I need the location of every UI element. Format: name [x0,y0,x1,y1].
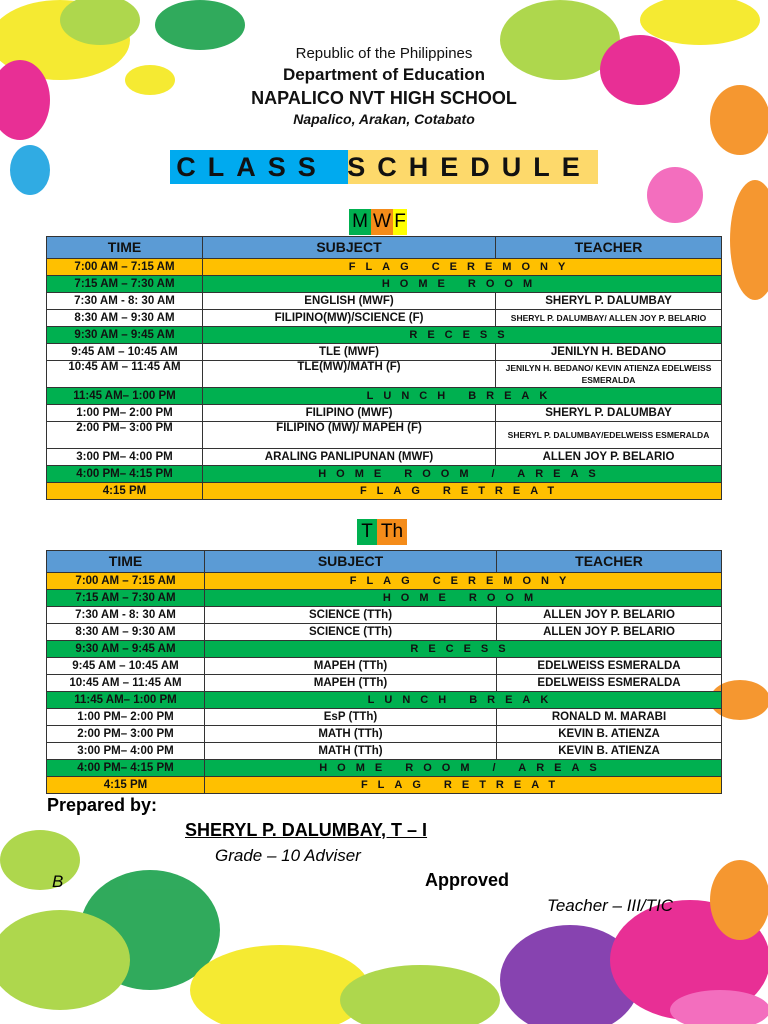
table-row [47,743,722,760]
subject-cell: MATH (TTh) [205,743,497,760]
subject-cell: RECESS [205,641,722,658]
table-row [47,777,722,794]
teacher-cell: KEVIN B. ATIENZA [497,743,722,760]
subject-cell: FLAG RETREAT [205,777,722,794]
teacher-cell: ALLEN JOY P. BELARIO [496,449,722,466]
footer-b-text: B [52,872,64,891]
time-cell: 9:45 AM – 10:45 AM [47,658,205,675]
preparer-position: Grade – 10 Adviser [215,846,361,865]
table-row [47,483,722,500]
subject-cell: MAPEH (TTh) [205,675,497,692]
column-header-time: TIME [47,551,205,573]
subject-cell: FILIPINO (MWF) [203,405,496,422]
day-t: T [357,519,377,545]
table-row [47,293,722,310]
table-row [47,388,722,405]
table-row [47,760,722,777]
table-row [47,449,722,466]
day-w: W [371,209,393,235]
school-name: NAPALICO NVT HIGH SCHOOL [251,88,517,108]
mwf-day-label [349,209,407,235]
subject-cell: HOME ROOM [205,590,722,607]
column-header-teacher: TEACHER [496,237,722,259]
column-header-subject: SUBJECT [203,237,496,259]
subject-cell: HOME ROOM / AREAS [203,466,722,483]
table-row [47,327,722,344]
table-row [47,675,722,692]
tth-day-label [357,519,407,545]
time-cell: 8:30 AM – 9:30 AM [47,624,205,641]
table-row [47,692,722,709]
table-row [47,310,722,327]
subject-cell: LUNCH BREAK [203,388,722,405]
table-row [47,573,722,590]
time-cell: 9:45 AM – 10:45 AM [47,344,203,361]
time-cell: 11:45 AM– 1:00 PM [47,388,203,405]
subject-cell: FILIPINO(MW)/SCIENCE (F) [203,310,496,327]
teacher-cell: EDELWEISS ESMERALDA [497,658,722,675]
subject-cell: LUNCH BREAK [205,692,722,709]
teacher-cell: SHERYL P. DALUMBAY/EDELWEISS ESMERALDA [496,422,722,449]
subject-cell: FILIPINO (MW)/ MAPEH (F) [203,422,496,449]
time-cell: 3:00 PM– 4:00 PM [47,449,203,466]
table-row [47,259,722,276]
subject-cell: RECESS [203,327,722,344]
republic-text: Republic of the Philippines [295,45,473,62]
teacher-cell: SHERYL P. DALUMBAY/ ALLEN JOY P. BELARIO [496,310,722,327]
prepared-by-label: Prepared by: [47,795,158,815]
day-m: M [349,209,371,235]
time-cell: 3:00 PM– 4:00 PM [47,743,205,760]
time-cell: 9:30 AM – 9:45 AM [47,327,203,344]
page-title [170,150,598,184]
page-title-text: CLASS SCHEDULE [176,152,592,182]
tth-schedule-table [46,550,722,794]
table-row [47,658,722,675]
subject-cell: ARALING PANLIPUNAN (MWF) [203,449,496,466]
school-address: Napalico, Arakan, Cotabato [293,111,475,127]
subject-cell: ENGLISH (MWF) [203,293,496,310]
time-cell: 7:00 AM – 7:15 AM [47,573,205,590]
time-cell: 4:15 PM [47,777,205,794]
teacher-cell: EDELWEISS ESMERALDA [497,675,722,692]
time-cell: 7:00 AM – 7:15 AM [47,259,203,276]
day-th: Th [377,519,407,545]
subject-cell: HOME ROOM / AREAS [205,760,722,777]
table-row [47,422,722,449]
subject-cell: FLAG CEREMONY [203,259,722,276]
time-cell: 10:45 AM – 11:45 AM [47,675,205,692]
time-cell: 4:15 PM [47,483,203,500]
time-cell: 2:00 PM– 3:00 PM [47,726,205,743]
column-header-time: TIME [47,237,203,259]
table-row [47,624,722,641]
teacher-cell: ALLEN JOY P. BELARIO [497,607,722,624]
time-cell: 10:45 AM – 11:45 AM [47,361,203,388]
time-cell: 9:30 AM – 9:45 AM [47,641,205,658]
table-row [47,641,722,658]
time-cell: 7:30 AM - 8: 30 AM [47,293,203,310]
table-row [47,361,722,388]
time-cell: 7:15 AM – 7:30 AM [47,590,205,607]
approver-position: Teacher – III/TIC [547,896,673,915]
table-row [47,405,722,422]
teacher-cell: KEVIN B. ATIENZA [497,726,722,743]
table-row [47,466,722,483]
subject-cell: FLAG RETREAT [203,483,722,500]
teacher-cell: SHERYL P. DALUMBAY [496,293,722,310]
time-cell: 1:00 PM– 2:00 PM [47,709,205,726]
day-f: F [393,209,407,235]
table-row [47,344,722,361]
table-row [47,726,722,743]
subject-cell: TLE(MW)/MATH (F) [203,361,496,388]
teacher-cell: RONALD M. MARABI [497,709,722,726]
time-cell: 7:30 AM - 8: 30 AM [47,607,205,624]
time-cell: 11:45 AM– 1:00 PM [47,692,205,709]
subject-cell: MAPEH (TTh) [205,658,497,675]
time-cell: 8:30 AM – 9:30 AM [47,310,203,327]
subject-cell: EsP (TTh) [205,709,497,726]
time-cell: 4:00 PM– 4:15 PM [47,760,205,777]
preparer-name: SHERYL P. DALUMBAY, T – I [185,820,428,840]
table-row [47,607,722,624]
teacher-cell: ALLEN JOY P. BELARIO [497,624,722,641]
subject-cell: SCIENCE (TTh) [205,607,497,624]
teacher-cell: SHERYL P. DALUMBAY [496,405,722,422]
subject-cell: SCIENCE (TTh) [205,624,497,641]
department-text: Department of Education [282,65,486,84]
table-row [47,590,722,607]
teacher-cell: JENILYN H. BEDANO/ KEVIN ATIENZA EDELWEISS ESMERALDA [496,361,722,388]
column-header-teacher: TEACHER [497,551,722,573]
subject-cell: MATH (TTh) [205,726,497,743]
subject-cell: TLE (MWF) [203,344,496,361]
mwf-schedule-table [46,236,722,500]
subject-cell: HOME ROOM [203,276,722,293]
time-cell: 2:00 PM– 3:00 PM [47,422,203,449]
time-cell: 4:00 PM– 4:15 PM [47,466,203,483]
approved-label: Approved [425,870,510,890]
time-cell: 7:15 AM – 7:30 AM [47,276,203,293]
time-cell: 1:00 PM– 2:00 PM [47,405,203,422]
column-header-subject: SUBJECT [205,551,497,573]
subject-cell: FLAG CEREMONY [205,573,722,590]
table-row [47,276,722,293]
teacher-cell: JENILYN H. BEDANO [496,344,722,361]
table-row [47,709,722,726]
